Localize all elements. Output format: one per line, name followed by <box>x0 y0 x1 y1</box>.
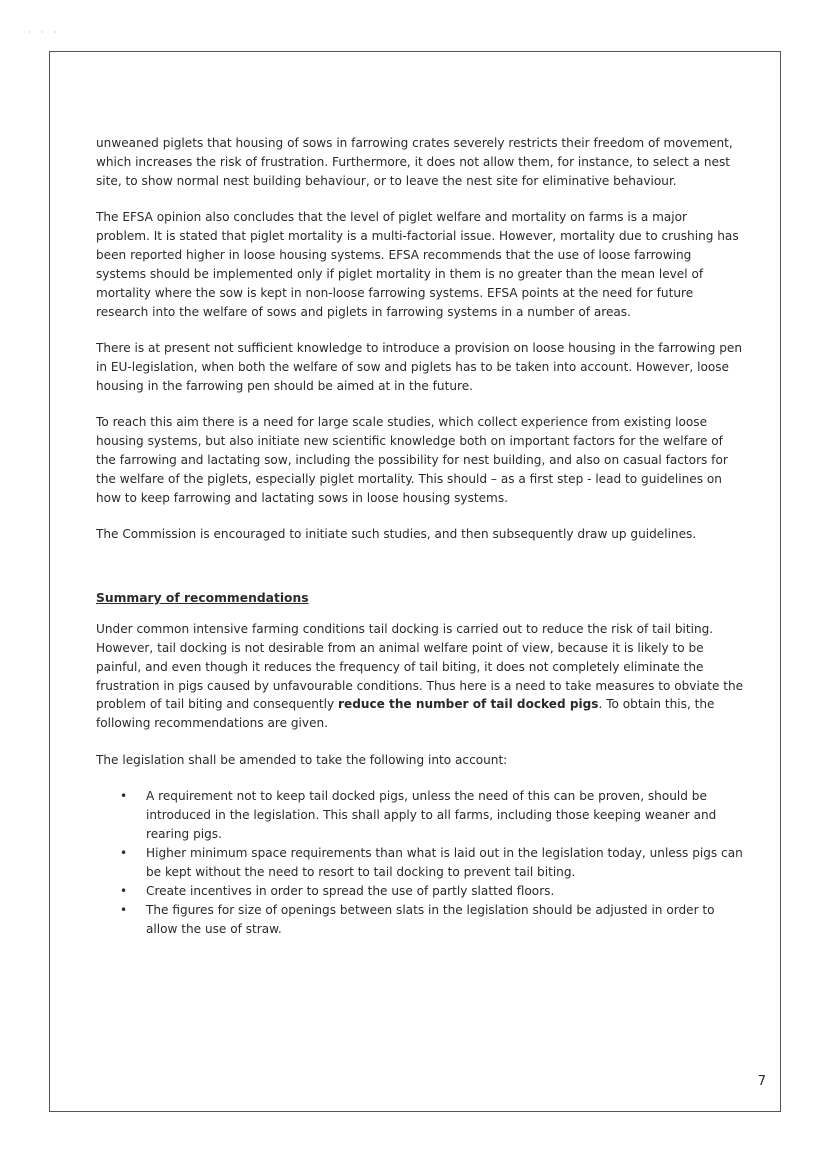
section-spacer <box>96 562 744 589</box>
recommendation-list <box>96 787 744 938</box>
list-item: • Create incentives in order to spread the use of partly slatted floors. <box>146 882 744 901</box>
paragraph-3: There is at present not sufficient knowledge to introduce a provision on loose housing in the farrowing pen in EU-legislation, when both the welfare of sow and piglets has to be taken into account. However, loose housing in the farrowing pen should be aimed at in the future. <box>96 341 743 393</box>
summary-intro <box>96 620 744 733</box>
paragraph-4: To reach this aim there is a need for large scale studies, which collect experience from existing loose housing systems, but also initiate new scientific knowledge both on important factors for the welfare of the farrowing and lactating sow, including the possibility for nest building, and also on casual factors for the welfare of the piglets, especially piglet mortality. This should – as a first step - lead to guidelines on how to keep farrowing and lactating sows in loose housing systems. <box>96 415 728 505</box>
paragraph-5: The Commission is encouraged to initiate such studies, and then subsequently draw up guidelines. <box>96 527 697 542</box>
list-item: • Higher minimum space requirements than what is laid out in the legislation today, unless pigs can be kept without the need to resort to tail docking to prevent tail biting. <box>146 844 744 882</box>
list-item: • The figures for size of openings between slats in the legislation should be adjusted in order to allow the use of straw. <box>146 901 744 939</box>
paragraph-1: unweaned piglets that housing of sows in farrowing crates severely restricts their freedom of movement, which increases the risk of frustration. Furthermore, it does not allow them, for instance, to select a nest site, to show normal nest building behaviour, or to leave the nest site for eliminative behaviour. <box>96 136 733 188</box>
scan-artifact-dots: ··· <box>28 28 67 38</box>
legislation-intro: The legislation shall be amended to take the following into account: <box>96 752 508 767</box>
summary-heading: Summary of recommendations <box>96 590 309 605</box>
summary-intro-text-before: Under common intensive farming conditions tail docking is carried out to reduce the risk of tail biting. However, tail docking is not desirable from an animal welfare point of view, because it is likely to be painful, and even though it reduces the frequency of tail biting, it does not completely eliminate the frustration in pigs caused by unfavourable conditions. Thus here is a need to take measures to obviate the problem of tail biting and consequently <box>96 621 744 712</box>
list-item: • A requirement not to keep tail docked pigs, unless the need of this can be proven, should be introduced in the legislation. This shall apply to all farms, including those keeping weaner and rearing pigs. <box>146 787 744 844</box>
page-frame <box>49 51 781 1112</box>
summary-intro-bold: reduce the number of tail docked pigs <box>338 697 599 712</box>
summary-intro-text-after: . To obtain this, the following recommendations are given. <box>96 697 715 731</box>
page-number: 7 <box>757 1074 766 1089</box>
document-body <box>96 134 744 938</box>
paragraph-2: The EFSA opinion also concludes that the level of piglet welfare and mortality on farms is a major problem. It is stated that piglet mortality is a multi-factorial issue. However, mortality due to crushing has been reported higher in loose housing systems. EFSA recommends that the use of loose farrowing systems should be implemented only if piglet mortality in them is no greater than the mean level of mortality where the sow is kept in non-loose farrowing systems. EFSA points at the need for future research into the welfare of sows and piglets in farrowing systems in a number of areas. <box>96 210 739 319</box>
